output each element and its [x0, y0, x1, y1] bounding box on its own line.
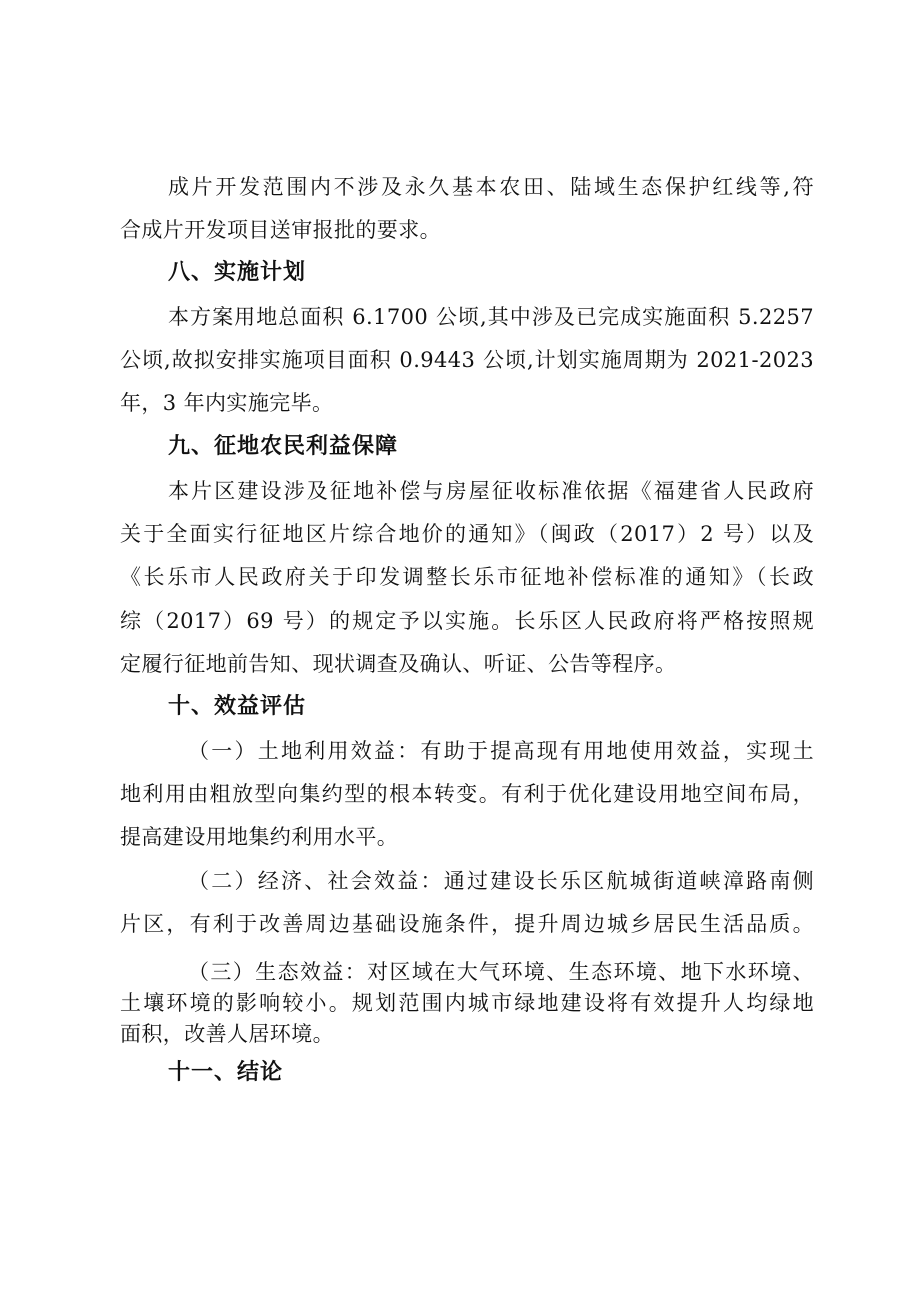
paragraph-line: 成片开发范围内不涉及永久基本农田、陆域生态保护红线等,符 [168, 175, 814, 199]
paragraph-line: 提高建设用地集约利用水平。 [120, 825, 399, 849]
paragraph-line: 土壤环境的影响较小。规划范围内城市绿地建设将有效提升人均绿地 [120, 991, 814, 1015]
paragraph-line: 片区，有利于改善周边基础设施条件，提升周边城乡居民生活品质。 [120, 912, 814, 936]
paragraph-line: 综（2017）69 号）的规定予以实施。长乐区人民政府将严格按照规 [120, 609, 814, 633]
paragraph-line: （一）土地利用效益：有助于提高现有用地使用效益，实现土 [188, 739, 814, 763]
section-heading: 十一、结论 [168, 1060, 284, 1085]
section-heading: 十、效益评估 [168, 694, 307, 719]
paragraph-line: 面积，改善人居环境。 [120, 1022, 334, 1046]
paragraph-line: 地利用由粗放型向集约型的根本转变。有利于优化建设用地空间布局， [120, 782, 814, 806]
paragraph-line: （二）经济、社会效益：通过建设长乐区航城街道峡漳路南侧 [188, 869, 814, 893]
paragraph-line: 《长乐市人民政府关于印发调整长乐市征地补偿标准的通知》（长政 [120, 565, 814, 589]
paragraph-line: 本方案用地总面积 6.1700 公顷,其中涉及已完成实施面积 5.2257 [168, 305, 814, 329]
section-heading: 八、实施计划 [168, 260, 307, 285]
paragraph-line: 合成片开发项目送审报批的要求。 [120, 218, 441, 242]
paragraph-line: 本片区建设涉及征地补偿与房屋征收标准依据《福建省人民政府 [168, 479, 814, 503]
paragraph-line: （三）生态效益：对区域在大气环境、生态环境、地下水环境、 [188, 960, 814, 984]
paragraph-line: 年，3 年内实施完毕。 [120, 391, 334, 415]
paragraph-line: 公顷,故拟安排实施项目面积 0.9443 公顷,计划实施周期为 2021-2023 [120, 348, 814, 372]
section-heading: 九、征地农民利益保障 [168, 434, 399, 459]
paragraph-line: 关于全面实行征地区片综合地价的通知》（闽政（2017）2 号）以及 [120, 522, 814, 546]
paragraph-line: 定履行征地前告知、现状调查及确认、听证、公告等程序。 [120, 652, 677, 676]
